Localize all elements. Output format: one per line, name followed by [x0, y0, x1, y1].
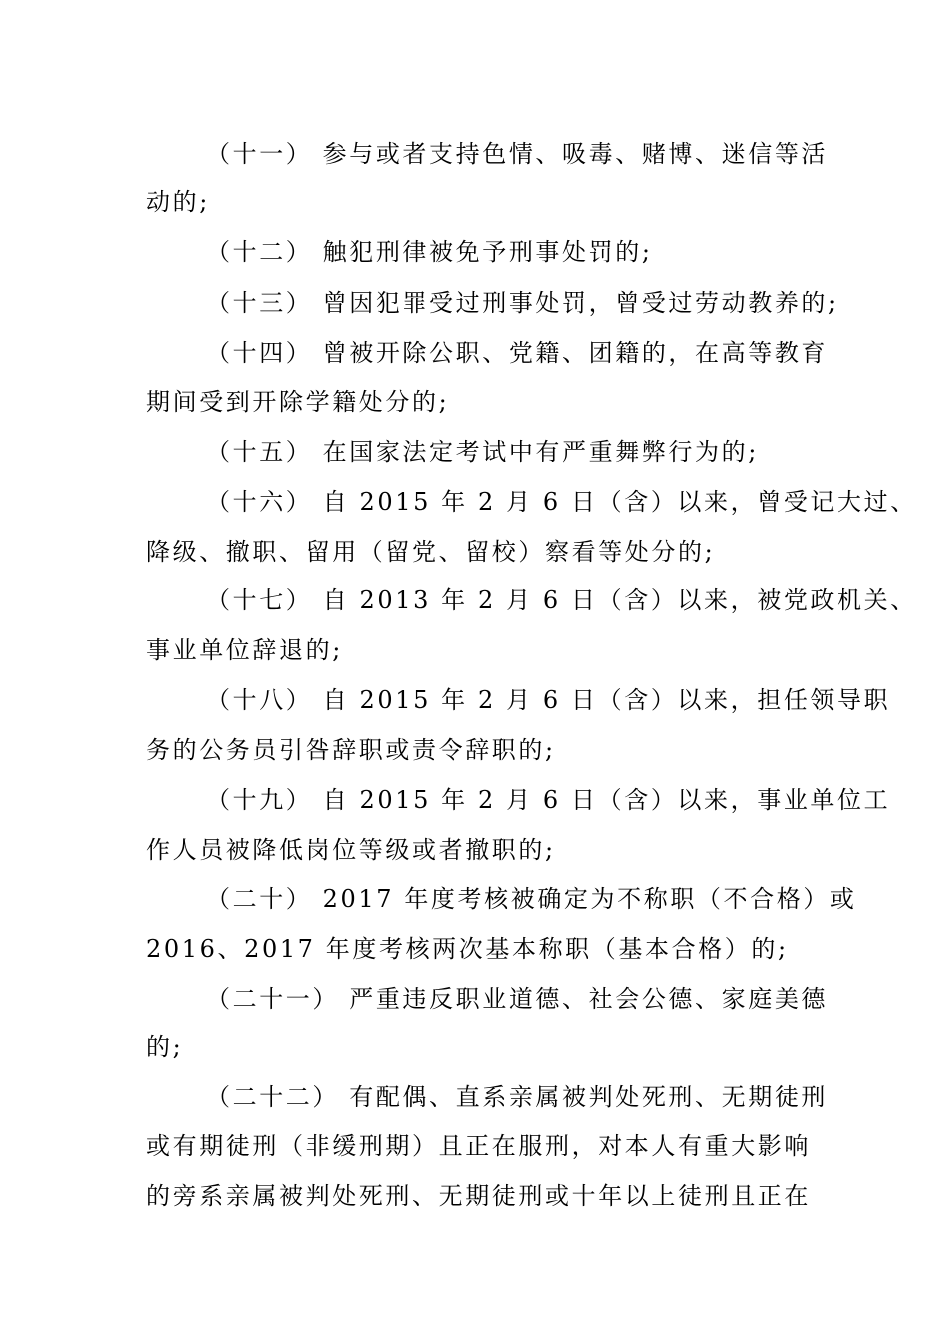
item-11-line-2: 动的; — [146, 188, 210, 216]
item-22-line-2: 或有期徒刑（非缓刑期）且正在服刑，对本人有重大影响 — [146, 1132, 811, 1160]
item-20-line-2: 2016、2017 年度考核两次基本称职（基本合格）的; — [146, 935, 789, 963]
item-15-line-1: （十五） 在国家法定考试中有严重舞弊行为的; — [206, 438, 759, 466]
item-17-line-2: 事业单位辞退的; — [146, 636, 343, 664]
item-21-line-1: （二十一） 严重违反职业道德、社会公德、家庭美德 — [206, 985, 829, 1013]
item-20-line-1: （二十） 2017 年度考核被确定为不称职（不合格）或 — [206, 885, 857, 913]
item-11-line-1: （十一） 参与或者支持色情、吸毒、赌博、迷信等活 — [206, 140, 829, 168]
item-12-line-1: （十二） 触犯刑律被免予刑事处罚的; — [206, 238, 653, 266]
item-17-line-1: （十七） 自 2013 年 2 月 6 日（含）以来，被党政机关、 — [206, 586, 917, 614]
item-22-line-1: （二十二） 有配偶、直系亲属被判处死刑、无期徒刑 — [206, 1083, 829, 1111]
item-19-line-1: （十九） 自 2015 年 2 月 6 日（含）以来，事业单位工 — [206, 786, 891, 814]
item-14-line-1: （十四） 曾被开除公职、党籍、团籍的，在高等教育 — [206, 339, 829, 367]
item-13-line-1: （十三） 曾因犯罪受过刑事处罚，曾受过劳动教养的; — [206, 289, 839, 317]
item-18-line-1: （十八） 自 2015 年 2 月 6 日（含）以来，担任领导职 — [206, 686, 891, 714]
item-16-line-2: 降级、撤职、留用（留党、留校）察看等处分的; — [146, 538, 716, 566]
item-16-line-1: （十六） 自 2015 年 2 月 6 日（含）以来，曾受记大过、 — [206, 488, 917, 516]
item-14-line-2: 期间受到开除学籍处分的; — [146, 388, 450, 416]
item-18-line-2: 务的公务员引咎辞职或责令辞职的; — [146, 736, 556, 764]
item-22-line-3: 的旁系亲属被判处死刑、无期徒刑或十年以上徒刑且正在 — [146, 1182, 811, 1210]
item-21-line-2: 的; — [146, 1033, 184, 1061]
item-19-line-2: 作人员被降低岗位等级或者撤职的; — [146, 836, 556, 864]
